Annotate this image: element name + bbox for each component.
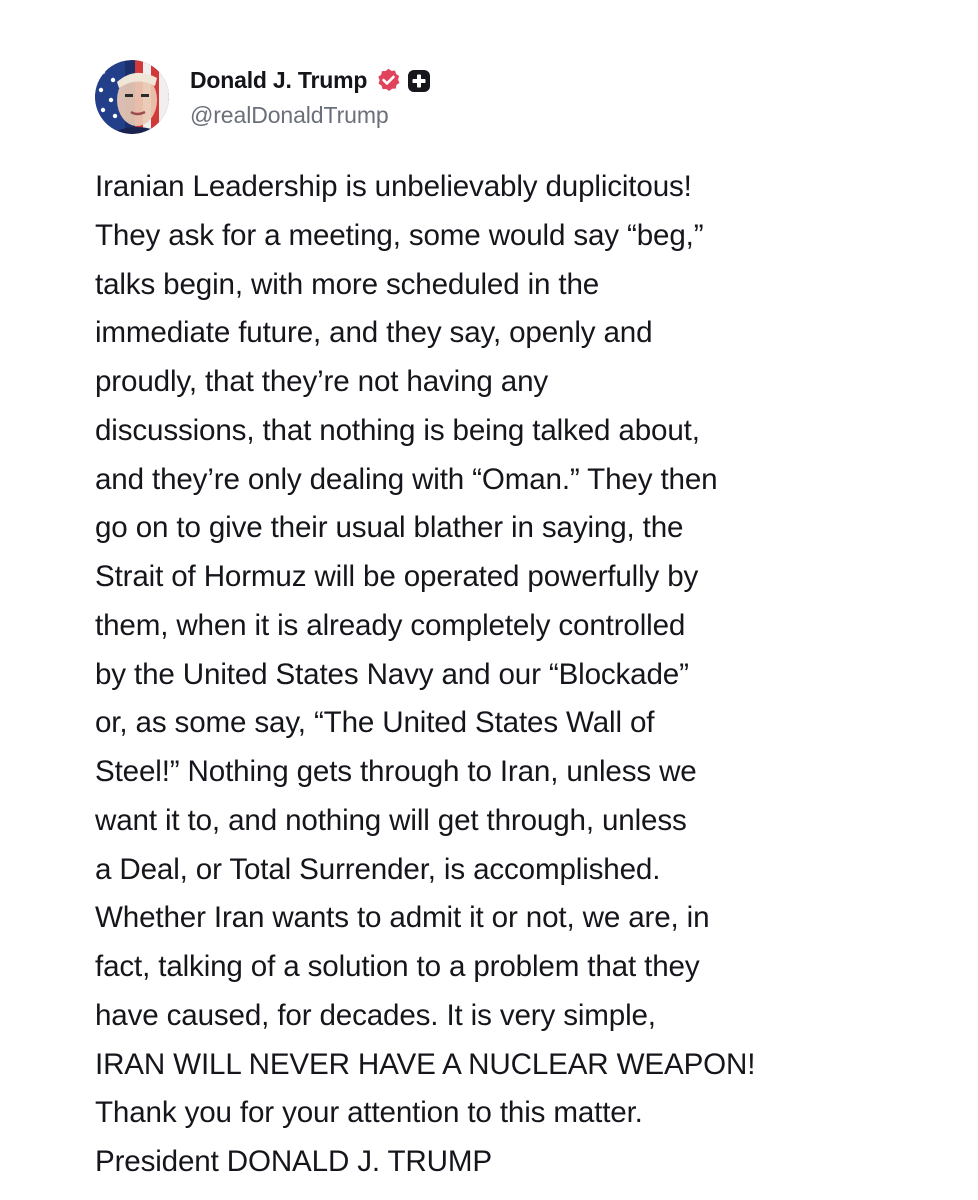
post-body-line: talks begin, with more scheduled in the [95,267,600,301]
post-body-line: Iranian Leadership is unbelievably duplicitous! [95,170,692,203]
post-body-line: They ask for a meeting, some would say “beg,” [95,218,704,252]
author-display-name[interactable]: Donald J. Trump [190,67,368,93]
post-body-line: want it to, and nothing will get through, unless [95,803,687,837]
author-name-row [190,64,431,98]
post-body-line: a Deal, or Total Surrender, is accomplished. [95,852,661,886]
post-body-line: Thank you for your attention to this matter. [95,1096,643,1130]
post-body-line: and they’re only dealing with “Oman.” They then [95,462,718,496]
post-body-line: them, when it is already completely controlled [95,608,686,642]
post-header [95,57,431,135]
post-body-line: Whether Iran wants to admit it or not, we are, in [95,901,710,935]
post-body [95,163,855,1187]
post-body-line: IRAN WILL NEVER HAVE A NUCLEAR WEAPON! [95,1047,756,1081]
post-body-line: Strait of Hormuz will be operated powerfully by [95,560,699,593]
author-identity [190,64,431,129]
plus-badge-icon [407,69,431,93]
post-body-line: go on to give their usual blather in saying, the [95,511,684,545]
avatar-portrait-icon [95,60,169,134]
post-body-line: discussions, that nothing is being talked about, [95,413,700,447]
post-body-line: President DONALD J. TRUMP [95,1145,492,1178]
post-body-line: fact, talking of a solution to a problem that they [95,950,700,983]
post-body-line: by the United States Navy and our “Blockade” [95,657,689,691]
avatar[interactable] [95,60,169,134]
post-body-line: immediate future, and they say, openly and [95,316,653,350]
author-handle[interactable]: @realDonaldTrump [190,101,389,128]
verified-badge-icon [375,67,402,94]
post-body-line: proudly, that they’re not having any [95,365,549,398]
post-body-line: have caused, for decades. It is very simple, [95,998,656,1032]
post-body-line: or, as some say, “The United States Wall of [95,706,655,740]
post-body-line: Steel!” Nothing gets through to Iran, unless we [95,755,697,788]
